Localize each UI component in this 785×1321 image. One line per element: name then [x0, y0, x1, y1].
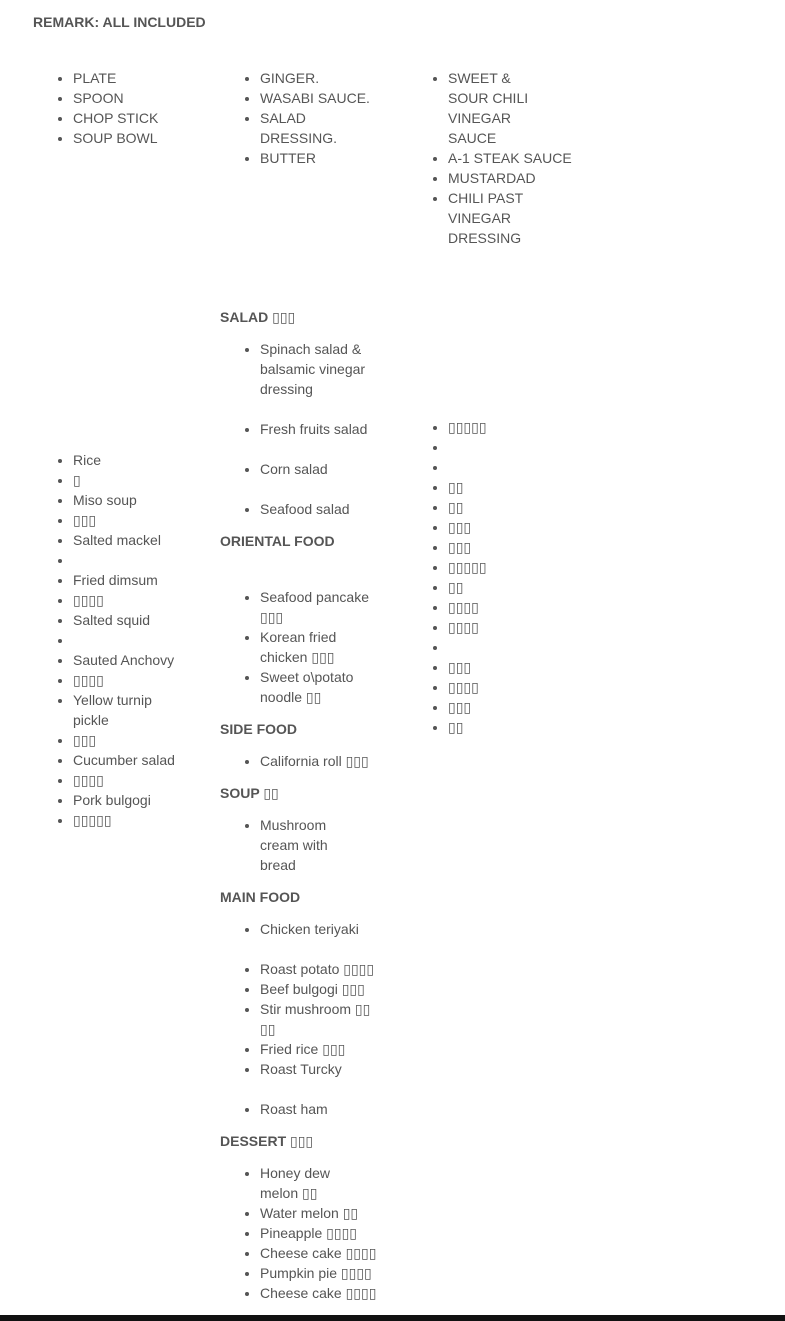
list-item: • Beef bulgogi ▯▯▯ [260, 979, 380, 999]
list-item: • Sweet o\potato noodle ▯▯ [260, 667, 370, 707]
menu-sections [220, 307, 380, 1315]
list-item: • ▯▯▯ [448, 657, 548, 677]
list-item: • Fried dimsum [73, 570, 203, 590]
list-item: • ▯▯▯▯ [73, 670, 203, 690]
remark-heading: REMARK: ALL INCLUDED [33, 14, 206, 30]
list-item: • Korean fried chicken ▯▯▯ [260, 627, 360, 667]
section-main [220, 887, 380, 1119]
list-item: • SALAD DRESSING. [260, 108, 350, 148]
list-item: • SOUP BOWL [73, 128, 193, 148]
list-item [73, 550, 203, 570]
section-title-dessert: DESSERT ▯▯▯ [220, 1133, 314, 1149]
list-item: • ▯▯▯▯ [448, 617, 548, 637]
list-item: • ▯▯▯ [448, 537, 548, 557]
list-item: • Seafood pancake ▯▯▯ [260, 587, 378, 627]
list-item: • A-1 STEAK SAUCE [448, 148, 578, 168]
bottom-border [0, 1315, 785, 1321]
list-item: • CHILI PAST VINEGAR DRESSING [448, 188, 528, 248]
list-item: • ▯▯ [448, 477, 548, 497]
list-item: • SPOON [73, 88, 193, 108]
list-item: • Roast ham [260, 1099, 380, 1119]
section-title-oriental: ORIENTAL FOOD [220, 533, 335, 549]
list-item: • Spinach salad & balsamic vinegar dressing [260, 339, 380, 399]
list-item: • ▯▯▯ [73, 510, 203, 530]
list-item [448, 437, 548, 457]
list-item [73, 630, 203, 650]
list-item: • Pineapple ▯▯▯▯ [260, 1223, 380, 1243]
list-item: • Miso soup [73, 490, 203, 510]
list-item: • Cucumber salad [73, 750, 203, 770]
list-item: • Pork bulgogi [73, 790, 203, 810]
list-item: • ▯▯▯▯ [73, 590, 203, 610]
list-item: • ▯▯ [448, 497, 548, 517]
list-item: • ▯▯▯ [73, 730, 203, 750]
list-item: • Sauted Anchovy [73, 650, 203, 670]
list-item: • ▯▯▯▯▯ [73, 810, 203, 830]
list-item: • Fresh fruits salad [260, 419, 380, 439]
section-title-salad: SALAD ▯▯▯ [220, 309, 296, 325]
list-item: • ▯▯▯▯ [73, 770, 203, 790]
list-item: • Cheese cake ▯▯▯▯ [260, 1243, 380, 1263]
list-item: • Stir mushroom ▯▯ ▯▯ [260, 999, 378, 1039]
list-item: • WASABI SAUCE. [260, 88, 380, 108]
right-dish-list [428, 417, 548, 737]
list-item: • Salted squid [73, 610, 203, 630]
list-item: • Roast potato ▯▯▯▯ [260, 959, 380, 979]
list-item: • ▯▯▯▯▯ [448, 417, 548, 437]
section-soup [220, 783, 380, 875]
list-item: • California roll ▯▯▯ [260, 751, 380, 771]
list-item [448, 457, 548, 477]
list-item: • Rice [73, 450, 203, 470]
included-list-col2 [240, 68, 380, 168]
list-item: • Roast Turcky [260, 1059, 380, 1079]
list-item: • Pumpkin pie ▯▯▯▯ [260, 1263, 380, 1283]
list-item: • PLATE [73, 68, 193, 88]
list-item: • GINGER. [260, 68, 380, 88]
list-item: • CHOP STICK [73, 108, 193, 128]
list-item: • ▯▯ [448, 717, 548, 737]
list-item: • ▯ [73, 470, 203, 490]
section-title-soup: SOUP ▯▯ [220, 785, 279, 801]
list-item: • Mushroom cream with bread [260, 815, 342, 875]
section-side [220, 719, 380, 771]
left-dish-list [53, 450, 203, 830]
list-item: • ▯▯▯▯ [448, 677, 548, 697]
list-item: • ▯▯▯ [448, 517, 548, 537]
list-item: • Honey dew melon ▯▯ [260, 1163, 350, 1203]
list-item: • Fried rice ▯▯▯ [260, 1039, 380, 1059]
section-title-side: SIDE FOOD [220, 721, 298, 737]
list-item: • ▯▯▯ [448, 697, 548, 717]
section-oriental [220, 531, 380, 707]
section-title-main: MAIN FOOD [220, 889, 301, 905]
list-item: • Cheese cake ▯▯▯▯ [260, 1283, 380, 1303]
list-item: • ▯▯▯▯ [448, 597, 548, 617]
list-item: • Corn salad [260, 459, 380, 479]
list-item: • ▯▯▯▯▯ [448, 557, 548, 577]
list-item [448, 637, 548, 657]
list-item: • Salted mackel [73, 530, 203, 550]
list-item: • Seafood salad [260, 499, 380, 519]
section-salad [220, 307, 380, 519]
included-list-col1 [53, 68, 193, 148]
included-list-col3 [428, 68, 578, 248]
list-item: • MUSTARDAD [448, 168, 578, 188]
list-item: • Chicken teriyaki [260, 919, 380, 939]
list-item: • ▯▯ [448, 577, 548, 597]
list-item: • Yellow turnip pickle [73, 690, 165, 730]
list-item: • BUTTER [260, 148, 380, 168]
list-item: • Water melon ▯▯ [260, 1203, 380, 1223]
section-dessert [220, 1131, 380, 1303]
list-item: • SWEET & SOUR CHILI VINEGAR SAUCE [448, 68, 553, 148]
